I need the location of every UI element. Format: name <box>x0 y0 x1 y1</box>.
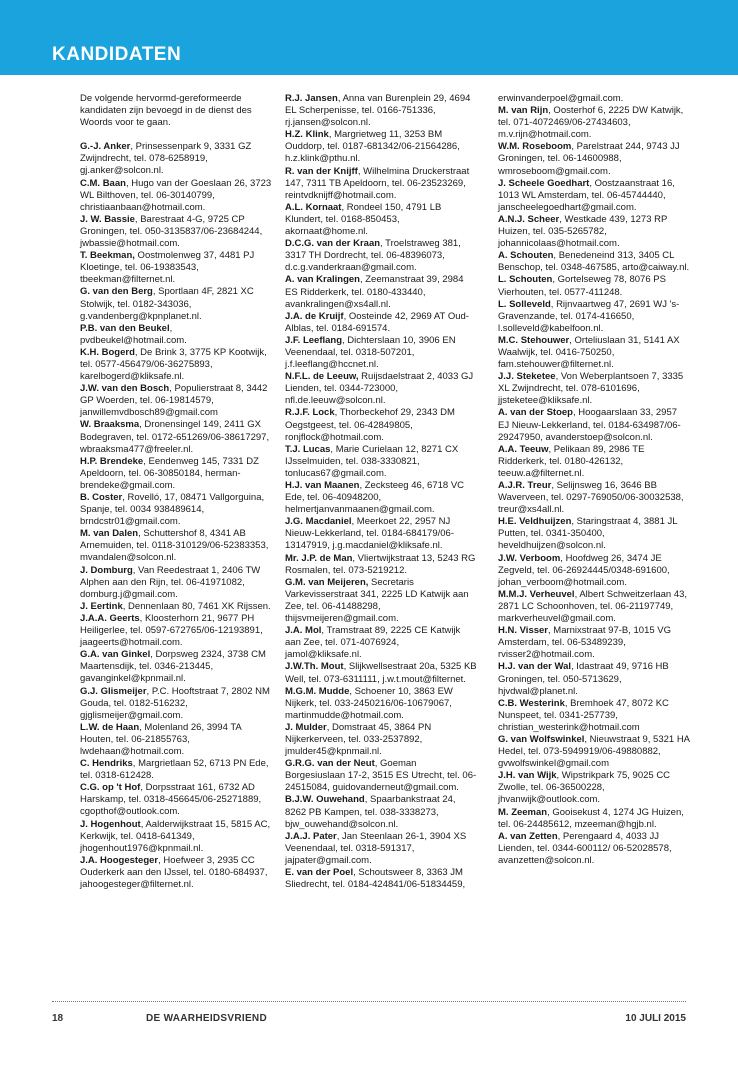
candidates-list <box>80 93 690 983</box>
candidate-details: , Hugo van der Goeslaan 26, 3723 WL Bilthoven, tel. 06-30140799, christiaanbaan@hotmail.com. <box>80 177 272 213</box>
candidate-details: , Schoutsweer 8, 3363 JM Sliedrecht, tel. 0184-424841/06-51834459, <box>285 867 466 891</box>
candidate-details: , Troelstraweg 381, 3317 TH Dordrecht, tel. 06-48396073, d.c.g.vanderkraan@gmail.com. <box>285 238 461 274</box>
candidate-entry <box>498 734 690 770</box>
candidate-name: H.Z. Klink <box>285 129 329 141</box>
candidate-name: A.N.J. Scheer <box>498 213 560 225</box>
candidate-name: J.A. de Kruijf <box>285 310 344 322</box>
candidate-details: , Perengaard 4, 4033 JJ Lienden, tel. 0344-600112/ 06-52028578, avanzetten@solcon.nl. <box>498 830 672 866</box>
candidate-details: , Tramstraat 89, 2225 CE Katwijk aan Zee, tel. 071-4076924, jamol@kliksafe.nl. <box>285 625 461 661</box>
column-2-entries <box>285 93 477 891</box>
candidate-name: J. Hogenhout <box>80 818 141 830</box>
candidate-details: , Marnixstraat 97-B, 1015 VG Amsterdam, tel. 06-53489239, rvisser2@hotmail.com. <box>498 625 672 661</box>
candidate-details: , Nieuwstraat 9, 5321 HA Hedel, tel. 073-5949919/06-49880882, gvwolfswinkel@gmail.com <box>498 733 690 770</box>
candidate-entry <box>80 855 272 891</box>
candidate-entry <box>285 867 477 891</box>
candidate-name: G.J. Glismeijer <box>80 685 147 697</box>
section-title: KANDIDATEN <box>52 44 182 65</box>
candidate-details: , Westkade 439, 1273 RP Huizen, tel. 035-5265782, johannicolaas@hotmail.com. <box>498 213 668 250</box>
candidate-details: , Marie Curielaan 12, 8271 CX IJsselmuiden, tel. 038-3330821, tonlucas67@gmail.com. <box>285 443 459 479</box>
candidate-details: , Idastraat 49, 9716 HB Groningen, tel. 050-5713629, hjvdwal@planet.nl. <box>498 661 669 697</box>
candidate-details: , Van Reedestraat 1, 2406 TW Alphen aan den Rijn, tel. 06-41971082, domburg.j@gmail.com. <box>80 564 261 600</box>
candidate-details: , Margrietweg 11, 3253 BM Ouddorp, tel. 0187-681342/06-21564286, h.z.klink@pthu.nl. <box>285 129 460 165</box>
candidate-name: M.G.M. Mudde <box>285 685 350 697</box>
candidate-name: M. van Rijn <box>498 105 549 117</box>
candidate-details: , Molenland 26, 3994 TA Houten, tel. 06-21855763, lwdehaan@hotmail.com. <box>80 721 242 757</box>
candidate-details: , Oostzaanstraat 16, 1013 WL Amsterdam, tel. 06-45744440, janscheelegoedhart@gmail.com. <box>498 177 675 213</box>
candidate-name: A.A. Teeuw <box>498 443 549 455</box>
candidate-name: L. Solleveld <box>498 298 551 310</box>
candidate-name: P.B. van den Beukel <box>80 322 170 334</box>
candidate-name: B.J.W. Ouwehand <box>285 794 365 806</box>
candidate-name: C.M. Baan <box>80 177 126 189</box>
candidate-entry <box>285 371 477 407</box>
candidate-entry <box>285 831 477 867</box>
candidate-name: J. Domburg <box>80 564 133 576</box>
candidate-entry <box>285 661 477 685</box>
candidate-name: J.A.J. Pater <box>285 830 337 842</box>
candidate-entry <box>285 311 477 335</box>
candidate-name: E. van der Poel <box>285 867 354 878</box>
candidate-entry <box>285 238 477 274</box>
candidate-name: J. Scheele Goedhart <box>498 177 590 189</box>
candidate-details: , Populierstraat 8, 3442 GP Woerden, tel. 06-19814579, janwillemvdbosch89@gmail.com <box>80 383 268 419</box>
candidate-entry <box>498 661 690 697</box>
candidate-entry <box>285 686 477 722</box>
candidate-name: K.H. Bogerd <box>80 346 135 358</box>
candidate-entry <box>80 383 272 419</box>
candidate-entry <box>285 166 477 202</box>
candidate-name: A. van Kralingen <box>285 274 360 286</box>
candidate-details: , Goeman Borgesiuslaan 17-2, 3515 ES Utrecht, tel. 06-24515084, guidovanderneut@gmail.com. <box>285 758 477 794</box>
candidate-name: J.G. Macdaniel <box>285 516 352 528</box>
candidate-details: , Pelikaan 89, 2986 TE Ridderkerk, tel. 0180-426132, teeuw.a@filternet.nl. <box>498 443 645 479</box>
candidate-details: , Spaarbankstraat 24, 8262 PB Kampen, tel. 038-3338273, bjw_ouwehand@solcon.nl. <box>285 794 456 830</box>
candidate-details: , Albert Schweitzerlaan 43, 2871 LC Schoonhoven, tel. 06-21197749, markverheuvel@gmail.com. <box>498 588 688 625</box>
candidate-entry <box>498 589 690 625</box>
candidate-details: , Vliertwijkstraat 13, 5243 RG Rosmalen, tel. 073-5219212. <box>285 552 476 576</box>
intro-text: De volgende hervormd-gereformeerde kandidaten zijn bevoegd in de dienst des Woords voor te gaan. <box>80 93 252 129</box>
candidate-entry <box>498 105 690 141</box>
candidate-details: , Schoener 10, 3863 EW Nijkerk, tel. 033-2450216/06-10679067, martinmudde@hotmail.com. <box>285 685 453 721</box>
candidate-entry <box>80 286 272 322</box>
candidate-details: , Dennenlaan 80, 7461 XK Rijssen. <box>122 600 271 612</box>
candidate-details: , Benedeneind 313, 3405 CL Benschop, tel. 0348-467585, arto@caiway.nl. <box>498 250 690 274</box>
candidate-name: N.F.L. de Leeuw, <box>285 371 359 383</box>
candidate-details: Ruijsdaelstraat 2, 4033 GJ Lienden, tel. 0344-723000, nfl.de.leeuw@solcon.nl. <box>285 371 474 407</box>
candidate-details: , Wipstrikpark 75, 9025 CC Zwolle, tel. 06-36500228, jhvanwijk@outlook.com. <box>498 770 671 806</box>
candidate-entry <box>498 770 690 806</box>
candidate-name: A.J.R. Treur <box>498 480 552 491</box>
candidate-entry <box>285 93 477 129</box>
candidate-entry <box>285 577 477 625</box>
candidate-entry <box>80 419 272 455</box>
candidate-name: G.A. van Ginkel <box>80 649 151 661</box>
candidate-entry <box>80 782 272 818</box>
candidate-details: , Dorpsweg 2324, 3738 CM Maartensdijk, tel. 0346-213445, gavanginkel@kpnmail.nl. <box>80 649 266 685</box>
candidate-name: J.A.A. Geerts <box>80 612 140 624</box>
candidate-name: G.M. van Meijeren, <box>285 576 369 588</box>
candidate-entry <box>498 299 690 335</box>
candidate-name: J. W. Bassie <box>80 213 135 225</box>
candidate-entry <box>80 347 272 383</box>
candidate-entry <box>498 698 690 734</box>
candidate-entry <box>80 758 272 782</box>
candidate-name: G. van den Berg <box>80 286 153 298</box>
candidate-details: , Hoogaarslaan 33, 2957 EJ Nieuw-Lekkerland, tel. 0184-634987/06-29247950, avanderstoep@solcon.nl. <box>498 407 681 443</box>
column-3-entries <box>498 93 690 867</box>
candidate-entry <box>498 480 690 516</box>
candidate-entry <box>498 625 690 661</box>
candidate-name: G. van Wolfswinkel <box>498 733 585 745</box>
candidate-details: , Selijnsweg 16, 3646 BB Waverveen, tel. 0297-769050/06-30032538, treur@xs4all.nl. <box>498 480 684 516</box>
candidate-details: , Rovelló, 17, 08471 Vallgorguina, Spanje, tel. 0034 938489614, brndcstr01@gmail.com. <box>80 492 265 528</box>
candidate-name: J.W. Verboom <box>498 552 561 564</box>
candidate-entry <box>498 371 690 407</box>
candidate-entry <box>80 456 272 492</box>
candidate-entry <box>285 625 477 661</box>
column-2 <box>285 93 477 891</box>
candidate-entry <box>498 831 690 867</box>
candidate-entry <box>80 528 272 564</box>
candidate-details: , Dorpsstraat 161, 6732 AD Harskamp, tel. 0318-456645/06-25271889, cgopthof@outlook.com. <box>80 782 262 818</box>
candidate-details: , Oosterhof 6, 2225 DW Katwijk, tel. 071-4072469/06-27434603, m.v.rijn@hotmail.com. <box>498 105 684 141</box>
candidate-name: M.C. Stehouwer <box>498 334 570 346</box>
candidate-details: , Sportlaan 4F, 2821 XC Stolwijk, tel. 0182-343036, g.vandenberg@kpnplanet.nl. <box>80 286 254 322</box>
candidate-name: M. van Dalen <box>80 528 139 540</box>
candidate-entry <box>498 553 690 589</box>
candidate-entry <box>498 407 690 443</box>
candidate-details: Secretaris Varkevisserstraat 341, 2225 LD Katwijk aan Zee, tel. 06-41488298, thijsvmeijeren@gmail.com. <box>285 576 469 625</box>
candidate-details: , Orteliuslaan 31, 5141 AX Waalwijk, tel. 0416-750250, fam.stehouwer@filternet.nl. <box>498 334 680 371</box>
candidate-details: , Domstraat 45, 3864 PN Nijkerkerveen, tel. 033-2537892, jmulder45@kpnmail.nl. <box>285 721 432 758</box>
candidate-entry <box>80 601 272 613</box>
column-3 <box>498 93 690 867</box>
candidate-details: , Dichterslaan 10, 3906 EN Veenendaal, tel. 0318-507201, j.f.leeflang@hccnet.nl. <box>285 334 456 371</box>
candidate-name: C.B. Westerink <box>498 697 565 709</box>
column-1 <box>80 93 272 891</box>
issue-date: 10 JULI 2015 <box>625 1013 686 1024</box>
candidate-name: B. Coster <box>80 492 123 503</box>
candidate-entry <box>285 553 477 577</box>
candidate-name: J.A. Hoogesteger <box>80 854 159 866</box>
candidate-details: erwinvanderpoel@gmail.com. <box>498 93 624 104</box>
candidate-details: , Parelstraat 244, 9743 JJ Groningen, tel. 06-14600988, wmroseboom@gmail.com. <box>498 141 680 177</box>
candidate-name: J.W.Th. Mout <box>285 661 344 673</box>
candidate-entry <box>80 613 272 649</box>
candidate-entry <box>498 178 690 214</box>
candidate-entry <box>80 819 272 855</box>
candidate-entry <box>80 565 272 601</box>
candidate-entry <box>80 178 272 214</box>
candidate-name: Mr. J.P. de Man <box>285 552 353 564</box>
candidate-entry <box>285 407 477 443</box>
publication-name: DE WAARHEIDSVRIEND <box>146 1013 267 1024</box>
candidate-details: , Oosteinde 42, 2969 AT Oud-Alblas, tel. 0184-691574. <box>285 310 469 334</box>
candidate-name: L. Schouten <box>498 274 553 286</box>
candidate-name: R. van der Knijff <box>285 165 358 177</box>
candidate-details: , Eendenweg 145, 7331 DZ Apeldoorn, tel. 06-30850184, herman-brendeke@gmail.com. <box>80 455 259 491</box>
candidate-entry <box>498 274 690 298</box>
candidate-details: , Prinsessenpark 9, 3331 GZ Zwijndrecht, tel. 078-6258919, gj.anker@solcon.nl. <box>80 141 252 177</box>
candidate-details: , Margrietlaan 52, 6713 PN Ede, tel. 0318-612428. <box>80 758 269 782</box>
candidate-name: D.C.G. van der Kraan <box>285 238 381 250</box>
candidate-entry <box>80 214 272 250</box>
candidate-name: H.P. Brendeke <box>80 455 144 467</box>
candidate-name: J. Eertink <box>80 600 123 612</box>
candidate-name: G.R.G. van der Neut <box>285 758 375 770</box>
candidate-details: Oostmolenweg 37, 4481 PJ Kloetinge, tel. 06-19383543, tbeekman@filternet.nl. <box>80 250 255 286</box>
candidate-name: M. Zeeman <box>498 806 548 818</box>
candidate-name: M.M.J. Verheuvel <box>498 588 575 600</box>
candidate-name: J. Mulder <box>285 721 327 733</box>
candidate-entry <box>80 141 272 177</box>
candidate-name: W. Braaksma <box>80 419 140 431</box>
candidate-entry <box>285 444 477 480</box>
candidate-name: W.M. Roseboom <box>498 141 572 153</box>
candidate-entry <box>285 202 477 238</box>
candidate-entry <box>498 214 690 250</box>
candidate-name: T. Beekman, <box>80 250 135 262</box>
candidate-name: J.H. van Wijk <box>498 770 557 782</box>
candidate-entry <box>498 93 690 105</box>
candidate-name: J.F. Leeflang <box>285 334 343 346</box>
candidate-details: , Gooisekust 4, 1274 JG Huizen, tel. 06-24485612, mzeeman@hgjb.nl. <box>498 806 684 830</box>
candidate-details: , Zeemanstraat 39, 2984 ES Ridderkerk, tel. 0180-433440, avankralingen@xs4all.nl. <box>285 274 464 310</box>
candidate-details: , Hoofdweg 26, 3474 JE Zegveld, tel. 06-26924445/0348-691600, johan_verboom@hotmail.com. <box>498 552 670 588</box>
candidate-entry <box>498 335 690 371</box>
candidate-details: , Slijkwellsestraat 20a, 5325 KB Well, tel. 073-6311111, j.w.t.mout@filternet. <box>285 661 477 685</box>
candidate-details: , Aalderwijkstraat 15, 5815 AC, Kerkwijk, tel. 0418-641349, jhogenhout1976@kpnmail.nl. <box>80 818 271 854</box>
candidate-entry <box>285 758 477 794</box>
candidate-entry <box>285 516 477 552</box>
candidate-entry <box>80 492 272 528</box>
candidate-entry <box>80 686 272 722</box>
candidate-entry <box>285 480 477 516</box>
candidate-entry <box>285 274 477 310</box>
candidate-entry <box>498 444 690 480</box>
candidate-entry <box>80 250 272 286</box>
candidate-details: , Von Weberplantsoen 7, 3335 XL Zwijndrecht, tel. 078-6101696, jjsteketee@kliksafe.nl. <box>498 371 684 407</box>
candidate-name: H.J. van der Wal <box>498 661 572 673</box>
candidate-entry <box>80 722 272 758</box>
candidate-details: , Gortelseweg 78, 8076 PS Vierhouten, tel. 0577-411248. <box>498 274 666 298</box>
footer-divider <box>52 1001 686 1002</box>
candidate-details: , Barestraat 4-G, 9725 CP Groningen, tel. 050-3135837/06-23684244, jwbassie@hotmail.com. <box>80 213 263 250</box>
candidate-details: , Wilhelmina Druckerstraat 147, 7311 TB Apeldoorn, tel. 06-23523269, reintvdknijff@hotmail.com. <box>285 165 470 201</box>
candidate-entry <box>498 516 690 552</box>
candidate-details: , P.C. Hooftstraat 7, 2802 NM Gouda, tel. 0182-516232, gjglismeijer@gmail.com. <box>80 685 270 721</box>
column-1-entries <box>80 141 272 891</box>
candidate-entry <box>80 323 272 347</box>
candidate-details: , Rijnvaartweg 47, 2691 WJ 's-Gravenzande, tel. 0174-416650, l.solleveld@kabelfoon.nl. <box>498 298 680 334</box>
candidate-entry <box>498 141 690 177</box>
candidate-details: , Zecksteeg 46, 6718 VC Ede, tel. 06-40948200, helmertjanvanmaanen@gmail.com. <box>285 480 465 516</box>
candidate-details: , Bremhoek 47, 8072 KC Nunspeet, tel. 0341-257739, christian_westerink@hotmail.com <box>498 697 669 733</box>
candidate-name: R.J.F. Lock <box>285 407 335 419</box>
candidate-name: H.E. Veldhuijzen <box>498 516 572 528</box>
candidate-entry <box>285 129 477 165</box>
candidate-name: R.J. Jansen <box>285 93 338 104</box>
candidate-name: A. van Zetten <box>498 830 558 842</box>
candidate-name: A.L. Kornaat <box>285 201 342 213</box>
candidate-name: J.A. Mol <box>285 625 322 637</box>
candidate-name: L.W. de Haan <box>80 721 140 733</box>
candidate-name: G.-J. Anker <box>80 141 131 153</box>
candidate-name: T.J. Lucas <box>285 443 331 455</box>
candidate-details: , Dronensingel 149, 2411 GX Bodegraven, tel. 0172-651269/06-38617297, wbraaksma477@freeler.nl. <box>80 419 270 455</box>
candidate-entry <box>80 649 272 685</box>
candidate-entry <box>498 250 690 274</box>
candidate-details: , Meerkoet 22, 2957 NJ Nieuw-Lekkerland, tel. 0184-684179/06-13147919, j.g.macdaniel@kliksafe.nl. <box>285 516 454 552</box>
page-number: 18 <box>52 1013 64 1024</box>
header-band <box>0 0 738 75</box>
candidate-name: A. Schouten <box>498 250 554 262</box>
candidate-details: , pvdbeukel@hotmail.com. <box>80 322 187 346</box>
candidate-name: A. van der Stoep <box>498 407 573 419</box>
candidate-entry <box>285 722 477 758</box>
candidate-entry <box>498 807 690 831</box>
candidate-details: , Hoefweer 3, 2935 CC Ouderkerk aan den IJssel, tel. 0180-684937, jahoogesteger@filternet.nl. <box>80 854 268 890</box>
candidate-details: , Rondeel 150, 4791 LB Klundert, tel. 0168-850453, akornaat@home.nl. <box>285 201 442 238</box>
candidate-details: , Kloosterhorn 21, 9677 PH Heiligerlee, tel. 0597-672765/06-12193891, jaageerts@hotmail.com. <box>80 612 263 649</box>
candidate-details: , Anna van Burenplein 29, 4694 EL Scherpenisse, tel. 0166-751336, rj.jansen@solcon.nl. <box>285 93 471 129</box>
candidate-name: H.J. van Maanen <box>285 480 360 491</box>
candidate-entry <box>285 335 477 371</box>
candidate-name: J.J. Steketee <box>498 371 556 383</box>
candidate-details: , Thorbeckehof 29, 2343 DM Oegstgeest, tel. 06-42849805, ronjflock@hotmail.com. <box>285 407 455 443</box>
candidate-name: C. Hendriks <box>80 758 133 770</box>
candidate-details: , Staringstraat 4, 3881 JL Putten, tel. 0341-350400, heveldhuijzen@solcon.nl. <box>498 516 678 552</box>
page-footer <box>52 1013 686 1027</box>
candidate-entry <box>285 794 477 830</box>
candidate-name: C.G. op 't Hof <box>80 782 141 794</box>
candidate-details: , De Brink 3, 3775 KP Kootwijk, tel. 0577-456479/06-36275893, karelbogerd@kliksafe.nl. <box>80 346 267 383</box>
candidate-details: , Schuttershof 8, 4341 AB Arnemuiden, tel. 0118-310129/06-52383353, mvandalen@solcon.nl. <box>80 528 269 564</box>
candidate-details: , Jan Steenlaan 26-1, 3904 XS Veenendaal, tel. 0318-591317, jajpater@gmail.com. <box>285 830 467 866</box>
candidate-name: J.W. van den Bosch <box>80 383 170 395</box>
candidate-name: H.N. Visser <box>498 625 548 637</box>
